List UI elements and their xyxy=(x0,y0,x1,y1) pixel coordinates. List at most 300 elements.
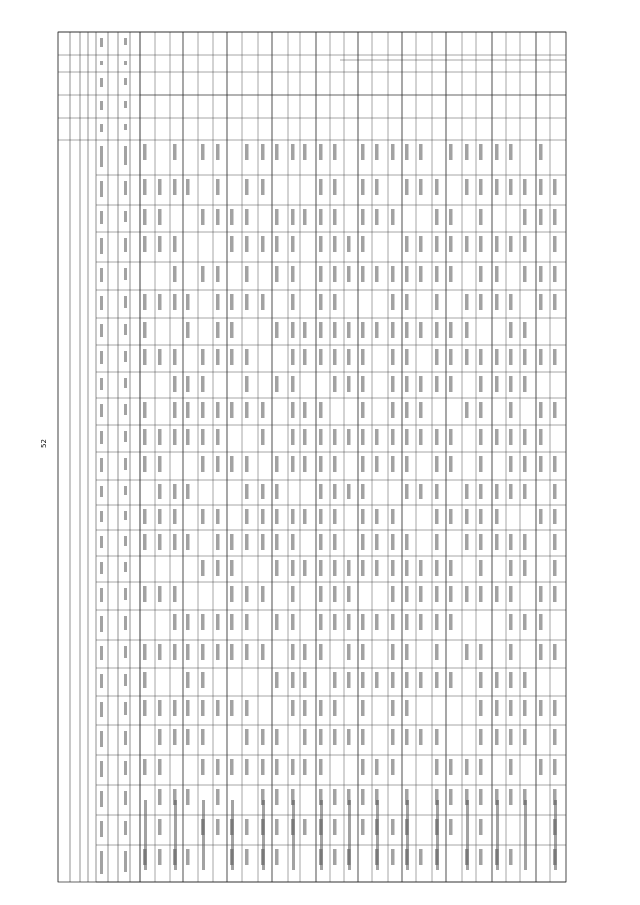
cell-text-mark xyxy=(143,209,147,225)
cell-text-mark xyxy=(523,700,527,716)
cell-text-mark xyxy=(173,294,177,310)
cell-text-mark xyxy=(361,534,365,550)
cell-text-mark xyxy=(173,236,177,252)
cell-text-mark xyxy=(391,729,395,745)
cell-text-mark xyxy=(158,456,162,472)
cell-text-mark xyxy=(261,429,265,445)
cell-text-mark xyxy=(391,586,395,602)
cell-text-mark xyxy=(216,700,220,716)
cell-text-mark xyxy=(143,586,147,602)
cell-text-mark xyxy=(230,644,234,660)
header-text-mark xyxy=(124,146,127,165)
cell-text-mark xyxy=(275,849,279,865)
cell-text-mark xyxy=(405,672,409,688)
cell-text-mark xyxy=(275,534,279,550)
table-border xyxy=(58,32,566,882)
header-text-mark xyxy=(124,268,127,280)
cell-text-mark xyxy=(465,144,469,160)
cell-text-mark xyxy=(303,429,307,445)
cell-text-mark xyxy=(230,294,234,310)
cell-text-mark xyxy=(333,700,337,716)
cell-text-mark xyxy=(230,209,234,225)
cell-text-mark xyxy=(509,349,513,365)
cell-text-mark xyxy=(186,644,190,660)
cell-text-mark xyxy=(230,614,234,630)
cell-text-mark xyxy=(319,349,323,365)
cell-text-mark xyxy=(201,266,205,282)
cell-text-mark xyxy=(201,402,205,418)
cell-text-mark xyxy=(539,700,543,716)
cell-text-mark xyxy=(435,349,439,365)
cell-text-mark xyxy=(275,509,279,524)
cell-text-mark xyxy=(405,729,409,745)
description-text-mark xyxy=(348,800,351,870)
cell-text-mark xyxy=(230,560,234,576)
header-text-mark xyxy=(100,351,103,364)
cell-text-mark xyxy=(291,294,295,310)
cell-text-mark xyxy=(303,819,307,835)
header-text-mark xyxy=(124,124,127,130)
cell-text-mark xyxy=(158,294,162,310)
cell-text-mark xyxy=(523,534,527,550)
cell-text-mark xyxy=(158,789,162,805)
cell-text-mark xyxy=(405,179,409,195)
description-text-mark xyxy=(406,800,409,870)
cell-text-mark xyxy=(375,144,379,160)
cell-text-mark xyxy=(319,644,323,660)
header-text-mark xyxy=(100,702,103,717)
cell-text-mark xyxy=(509,236,513,252)
cell-text-mark xyxy=(539,266,543,282)
cell-text-mark xyxy=(245,759,249,775)
cell-text-mark xyxy=(245,534,249,550)
cell-text-mark xyxy=(158,534,162,550)
cell-text-mark xyxy=(201,509,205,524)
cell-text-mark xyxy=(261,759,265,775)
cell-text-mark xyxy=(303,672,307,688)
cell-text-mark xyxy=(261,729,265,745)
cell-text-mark xyxy=(143,236,147,252)
header-text-mark xyxy=(124,588,127,600)
cell-text-mark xyxy=(449,789,453,805)
cell-text-mark xyxy=(361,179,365,195)
cell-text-mark xyxy=(361,759,365,775)
cell-text-mark xyxy=(509,729,513,745)
header-text-mark xyxy=(100,536,103,548)
cell-text-mark xyxy=(201,672,205,688)
header-text-mark xyxy=(100,61,103,65)
cell-text-mark xyxy=(509,144,513,160)
cell-text-mark xyxy=(449,209,453,225)
cell-text-mark xyxy=(333,429,337,445)
cell-text-mark xyxy=(291,509,295,524)
cell-text-mark xyxy=(303,509,307,524)
cell-text-mark xyxy=(245,484,249,499)
cell-text-mark xyxy=(465,759,469,775)
cell-text-mark xyxy=(303,349,307,365)
cell-text-mark xyxy=(509,849,513,865)
cell-text-mark xyxy=(391,849,395,865)
cell-text-mark xyxy=(291,236,295,252)
cell-text-mark xyxy=(303,144,307,160)
cell-text-mark xyxy=(419,402,423,418)
cell-text-mark xyxy=(479,672,483,688)
cell-text-mark xyxy=(216,144,220,160)
cell-text-mark xyxy=(435,560,439,576)
cell-text-mark xyxy=(523,349,527,365)
cell-text-mark xyxy=(361,560,365,576)
cell-text-mark xyxy=(495,266,499,282)
cell-text-mark xyxy=(291,209,295,225)
cell-text-mark xyxy=(391,614,395,630)
header-text-mark xyxy=(100,378,103,390)
header-text-mark xyxy=(124,351,127,362)
cell-text-mark xyxy=(319,402,323,418)
cell-text-mark xyxy=(449,349,453,365)
cell-text-mark xyxy=(245,402,249,418)
cell-text-mark xyxy=(275,789,279,805)
cell-text-mark xyxy=(143,322,147,338)
header-text-mark xyxy=(124,61,127,65)
cell-text-mark xyxy=(319,144,323,160)
cell-text-mark xyxy=(375,456,379,472)
header-text-mark xyxy=(100,646,103,660)
cell-text-mark xyxy=(435,484,439,499)
cell-text-mark xyxy=(361,729,365,745)
cell-text-mark xyxy=(539,509,543,524)
cell-text-mark xyxy=(479,789,483,805)
header-text-mark xyxy=(124,101,127,108)
cell-text-mark xyxy=(419,144,423,160)
cell-text-mark xyxy=(495,586,499,602)
cell-text-mark xyxy=(553,209,557,225)
header-text-mark xyxy=(100,791,103,807)
cell-text-mark xyxy=(347,236,351,252)
cell-text-mark xyxy=(509,644,513,660)
cell-text-mark xyxy=(465,349,469,365)
cell-text-mark xyxy=(479,294,483,310)
cell-text-mark xyxy=(216,534,220,550)
header-text-mark xyxy=(100,324,103,337)
header-text-mark xyxy=(124,404,127,415)
cell-text-mark xyxy=(495,700,499,716)
cell-text-mark xyxy=(553,179,557,195)
cell-text-mark xyxy=(216,322,220,338)
cell-text-mark xyxy=(495,534,499,550)
cell-text-mark xyxy=(333,509,337,524)
cell-text-mark xyxy=(347,614,351,630)
cell-text-mark xyxy=(173,429,177,445)
cell-text-mark xyxy=(173,376,177,392)
cell-text-mark xyxy=(375,209,379,225)
cell-text-mark xyxy=(391,376,395,392)
cell-text-mark xyxy=(319,322,323,338)
cell-text-mark xyxy=(391,700,395,716)
cell-text-mark xyxy=(479,534,483,550)
cell-text-mark xyxy=(333,484,337,499)
cell-text-mark xyxy=(361,236,365,252)
cell-text-mark xyxy=(479,376,483,392)
cell-text-mark xyxy=(158,586,162,602)
cell-text-mark xyxy=(201,429,205,445)
cell-text-mark xyxy=(523,179,527,195)
cell-text-mark xyxy=(391,349,395,365)
cell-text-mark xyxy=(201,759,205,775)
cell-text-mark xyxy=(291,644,295,660)
cell-text-mark xyxy=(523,429,527,445)
description-text-mark xyxy=(524,800,527,870)
header-text-mark xyxy=(100,296,103,310)
cell-text-mark xyxy=(509,672,513,688)
cell-text-mark xyxy=(158,429,162,445)
cell-text-mark xyxy=(553,759,557,775)
cell-text-mark xyxy=(391,402,395,418)
cell-text-mark xyxy=(391,644,395,660)
cell-text-mark xyxy=(479,729,483,745)
cell-text-mark xyxy=(391,144,395,160)
header-text-mark xyxy=(100,674,103,688)
cell-text-mark xyxy=(216,560,220,576)
cell-text-mark xyxy=(479,644,483,660)
cell-text-mark xyxy=(303,560,307,576)
cell-text-mark xyxy=(435,586,439,602)
cell-text-mark xyxy=(553,236,557,252)
cell-text-mark xyxy=(405,700,409,716)
header-text-mark xyxy=(100,486,103,497)
cell-text-mark xyxy=(419,179,423,195)
cell-text-mark xyxy=(435,236,439,252)
cell-text-mark xyxy=(143,509,147,524)
cell-text-mark xyxy=(245,819,249,835)
cell-text-mark xyxy=(405,402,409,418)
cell-text-mark xyxy=(405,266,409,282)
cell-text-mark xyxy=(523,672,527,688)
cell-text-mark xyxy=(158,849,162,865)
cell-text-mark xyxy=(333,144,337,160)
cell-text-mark xyxy=(391,456,395,472)
cell-text-mark xyxy=(245,644,249,660)
cell-text-mark xyxy=(509,586,513,602)
cell-text-mark xyxy=(186,789,190,805)
cell-text-mark xyxy=(347,484,351,499)
cell-text-mark xyxy=(347,376,351,392)
header-text-mark xyxy=(100,731,103,747)
cell-text-mark xyxy=(201,729,205,745)
cell-text-mark xyxy=(275,266,279,282)
cell-text-mark xyxy=(230,349,234,365)
cell-text-mark xyxy=(261,586,265,602)
cell-text-mark xyxy=(523,266,527,282)
header-text-mark xyxy=(100,761,103,777)
cell-text-mark xyxy=(143,644,147,660)
cell-text-mark xyxy=(495,484,499,499)
cell-text-mark xyxy=(319,509,323,524)
cell-text-mark xyxy=(479,179,483,195)
header-text-mark xyxy=(124,238,127,252)
cell-text-mark xyxy=(361,644,365,660)
cell-text-mark xyxy=(435,429,439,445)
cell-text-mark xyxy=(495,429,499,445)
cell-text-mark xyxy=(495,294,499,310)
cell-text-mark xyxy=(405,614,409,630)
cell-text-mark xyxy=(449,266,453,282)
cell-text-mark xyxy=(291,586,295,602)
header-text-mark xyxy=(124,731,127,745)
description-text-mark xyxy=(436,800,439,870)
cell-text-mark xyxy=(230,586,234,602)
description-text-mark xyxy=(202,800,205,870)
cell-text-mark xyxy=(553,294,557,310)
cell-text-mark xyxy=(158,759,162,775)
cell-text-mark xyxy=(361,789,365,805)
cell-text-mark xyxy=(333,349,337,365)
cell-text-mark xyxy=(465,322,469,338)
cell-text-mark xyxy=(245,509,249,524)
cell-text-mark xyxy=(245,614,249,630)
header-text-mark xyxy=(100,124,103,132)
cell-text-mark xyxy=(539,614,543,630)
cell-text-mark xyxy=(333,586,337,602)
cell-text-mark xyxy=(479,456,483,472)
cell-text-mark xyxy=(509,294,513,310)
cell-text-mark xyxy=(216,429,220,445)
cell-text-mark xyxy=(509,614,513,630)
cell-text-mark xyxy=(230,534,234,550)
cell-text-mark xyxy=(291,700,295,716)
cell-text-mark xyxy=(419,429,423,445)
cell-text-mark xyxy=(291,266,295,282)
cell-text-mark xyxy=(509,789,513,805)
cell-text-mark xyxy=(509,456,513,472)
cell-text-mark xyxy=(449,456,453,472)
cell-text-mark xyxy=(333,560,337,576)
cell-text-mark xyxy=(495,144,499,160)
cell-text-mark xyxy=(435,672,439,688)
cell-text-mark xyxy=(275,729,279,745)
cell-text-mark xyxy=(158,484,162,499)
cell-text-mark xyxy=(449,560,453,576)
cell-text-mark xyxy=(186,322,190,338)
cell-text-mark xyxy=(319,534,323,550)
cell-text-mark xyxy=(479,349,483,365)
cell-text-mark xyxy=(275,819,279,835)
cell-text-mark xyxy=(245,586,249,602)
header-text-mark xyxy=(100,38,103,47)
cell-text-mark xyxy=(291,456,295,472)
cell-text-mark xyxy=(303,322,307,338)
cell-text-mark xyxy=(495,349,499,365)
cell-text-mark xyxy=(479,402,483,418)
cell-text-mark xyxy=(361,429,365,445)
cell-text-mark xyxy=(509,700,513,716)
cell-text-mark xyxy=(523,560,527,576)
cell-text-mark xyxy=(405,376,409,392)
cell-text-mark xyxy=(291,614,295,630)
cell-text-mark xyxy=(465,294,469,310)
header-text-mark xyxy=(124,486,127,495)
cell-text-mark xyxy=(539,644,543,660)
cell-text-mark xyxy=(216,266,220,282)
cell-text-mark xyxy=(375,759,379,775)
cell-text-mark xyxy=(523,236,527,252)
cell-text-mark xyxy=(261,484,265,499)
cell-text-mark xyxy=(186,484,190,499)
cell-text-mark xyxy=(173,484,177,499)
cell-text-mark xyxy=(539,294,543,310)
header-text-mark xyxy=(100,211,103,224)
cell-text-mark xyxy=(319,614,323,630)
cell-text-mark xyxy=(275,144,279,160)
cell-text-mark xyxy=(303,644,307,660)
cell-text-mark xyxy=(553,266,557,282)
header-text-mark xyxy=(124,181,127,195)
cell-text-mark xyxy=(449,614,453,630)
cell-text-mark xyxy=(495,376,499,392)
cell-text-mark xyxy=(173,586,177,602)
cell-text-mark xyxy=(375,534,379,550)
cell-text-mark xyxy=(539,429,543,445)
header-text-mark xyxy=(100,268,103,282)
cell-text-mark xyxy=(275,484,279,499)
cell-text-mark xyxy=(291,144,295,160)
cell-text-mark xyxy=(333,819,337,835)
cell-text-mark xyxy=(419,586,423,602)
cell-text-mark xyxy=(303,700,307,716)
cell-text-mark xyxy=(333,179,337,195)
cell-text-mark xyxy=(143,759,147,775)
cell-text-mark xyxy=(375,322,379,338)
header-text-mark xyxy=(124,78,127,85)
header-text-mark xyxy=(124,791,127,805)
description-text-mark xyxy=(320,800,323,870)
cell-text-mark xyxy=(419,560,423,576)
cell-text-mark xyxy=(405,456,409,472)
cell-text-mark xyxy=(495,729,499,745)
cell-text-mark xyxy=(361,376,365,392)
cell-text-mark xyxy=(245,266,249,282)
header-text-mark xyxy=(100,404,103,417)
cell-text-mark xyxy=(333,534,337,550)
cell-text-mark xyxy=(449,586,453,602)
header-text-mark xyxy=(124,211,127,222)
cell-text-mark xyxy=(361,456,365,472)
cell-text-mark xyxy=(509,402,513,418)
cell-text-mark xyxy=(230,236,234,252)
cell-text-mark xyxy=(275,614,279,630)
cell-text-mark xyxy=(539,144,543,160)
header-text-mark xyxy=(124,378,127,388)
cell-text-mark xyxy=(509,429,513,445)
cell-text-mark xyxy=(158,349,162,365)
cell-text-mark xyxy=(479,144,483,160)
description-text-mark xyxy=(231,800,234,870)
cell-text-mark xyxy=(419,376,423,392)
cell-text-mark xyxy=(333,236,337,252)
cell-text-mark xyxy=(405,144,409,160)
cell-text-mark xyxy=(479,849,483,865)
cell-text-mark xyxy=(523,209,527,225)
header-text-mark xyxy=(124,38,127,45)
cell-text-mark xyxy=(275,376,279,392)
cell-text-mark xyxy=(245,144,249,160)
cell-text-mark xyxy=(216,614,220,630)
cell-text-mark xyxy=(449,144,453,160)
cell-text-mark xyxy=(479,429,483,445)
cell-text-mark xyxy=(186,376,190,392)
cell-text-mark xyxy=(375,614,379,630)
cell-text-mark xyxy=(216,349,220,365)
cell-text-mark xyxy=(261,509,265,524)
